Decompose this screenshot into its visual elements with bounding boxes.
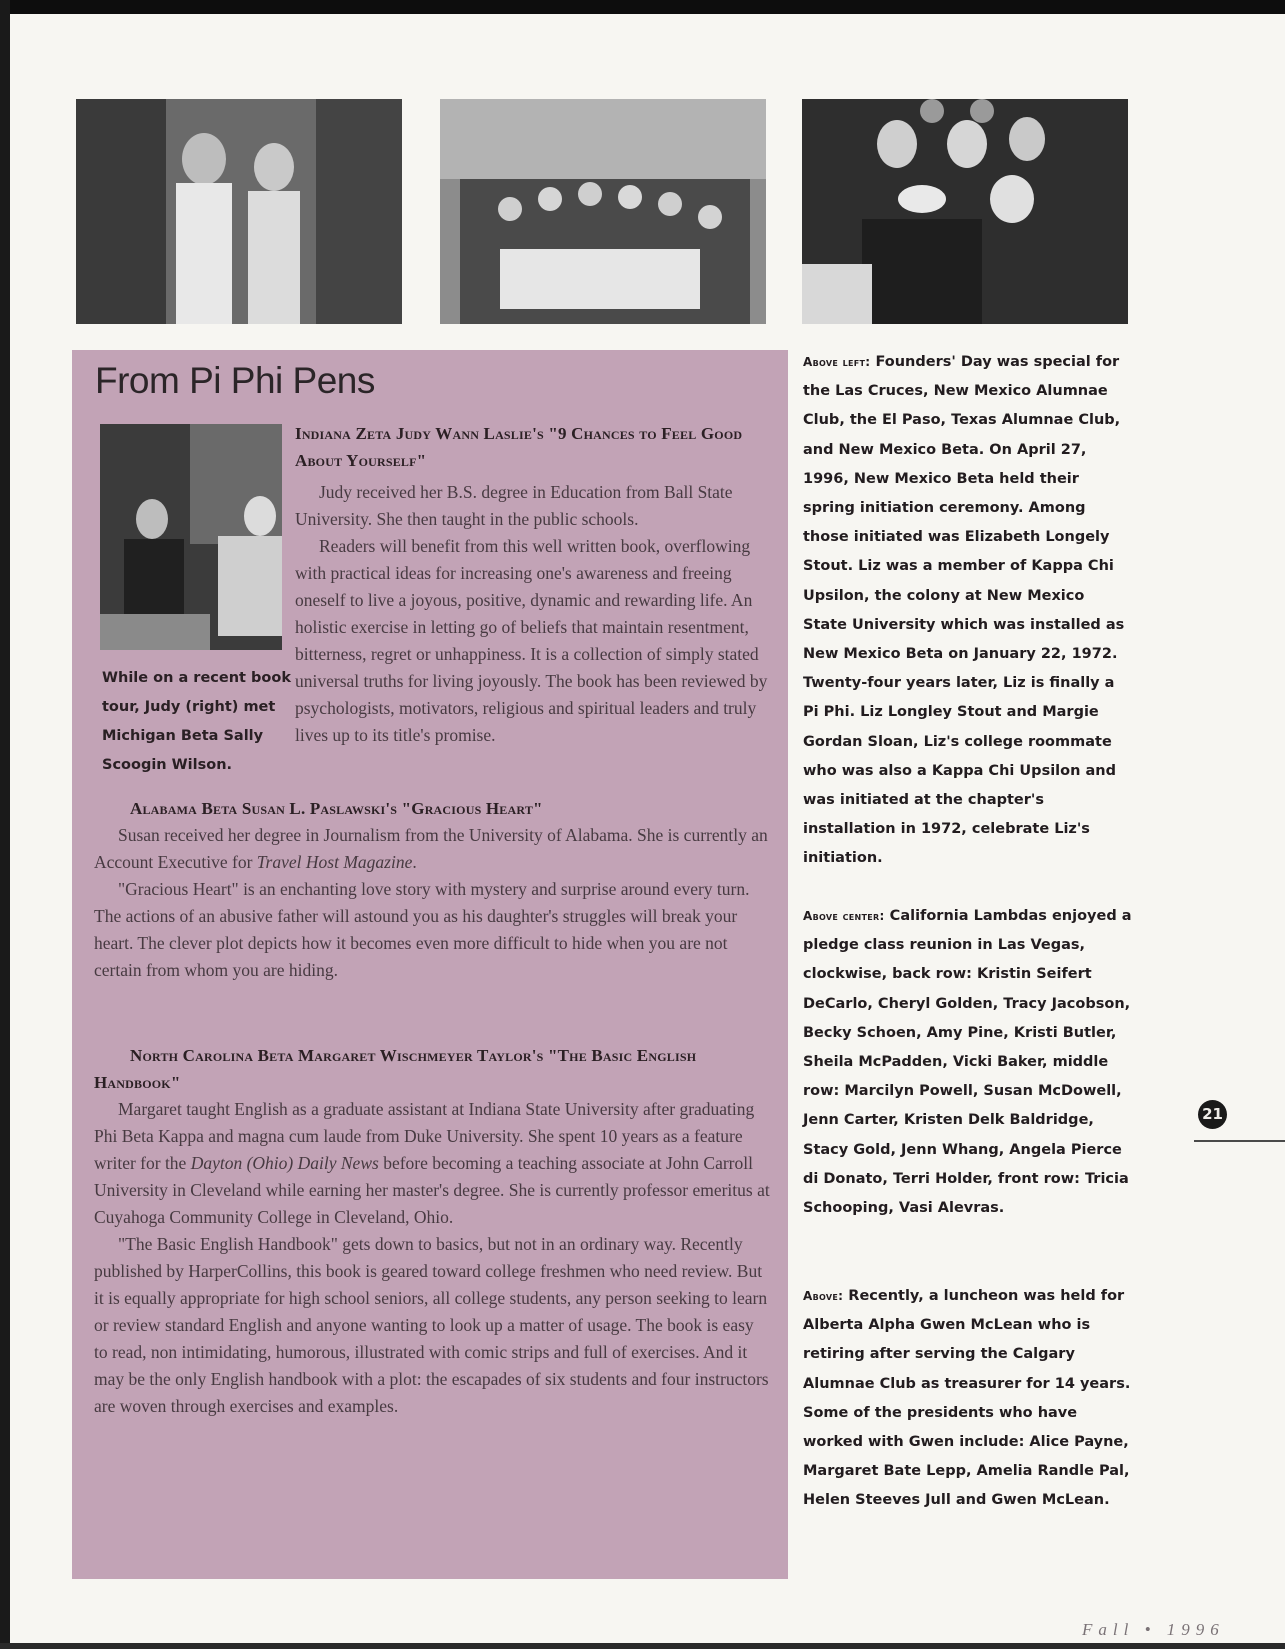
text-run: .	[412, 852, 417, 872]
article-title: North Carolina Beta Margaret Wischmeyer Taylor's "The Basic English Handbook"	[94, 1046, 697, 1092]
caption-text: Recently, a luncheon was held for Alberta Alpha Gwen McLean who is retiring after serving the Calgary Alumnae Club as treasurer for 14 years. Some of the presidents who have worked with Gwen include: Alice Payne, Margaret Bate Lepp, Amelia Randle Pal, Helen Steeves Jull and Gwen McLean.	[803, 1288, 1131, 1509]
issue-date: Fall • 1996	[1082, 1620, 1225, 1639]
page-number-rule	[1194, 1140, 1285, 1142]
caption-label: Above center:	[803, 909, 885, 923]
scan-bottom-border	[0, 1643, 1285, 1649]
article-title: Indiana Zeta Judy Wann Laslie's "9 Chances to Feel Good About Yourself"	[295, 424, 743, 470]
photo-alberta-luncheon	[802, 99, 1128, 324]
article-paragraph: Readers will benefit from this well written book, overflowing with practical ideas for increasing one's awareness and freeing oneself to live a joyous, positive, dynamic and rewarding life. An holistic exercise in letting go of beliefs that maintain resentment, bitterness, regret or unhappiness. It is a collection of simply stated universal truths for living joyously. The book has been reviewed by psychologists, motivators, religious and spiritual leaders and truly lives up to its title's promise.	[295, 536, 768, 745]
caption-above-center	[803, 902, 1133, 1223]
photo-alberta-luncheon-image	[802, 99, 1128, 324]
book-tour-caption: While on a recent book tour, Judy (right) met Michigan Beta Sally Scoogin Wilson.	[102, 670, 291, 773]
text-run: Susan received her degree in Journalism from the University of Alabama. She is currently an Account Executive for	[94, 825, 768, 872]
scan-left-border	[0, 0, 10, 1649]
caption-above-left	[803, 348, 1133, 874]
publication-title: Dayton (Ohio) Daily News	[190, 1153, 379, 1173]
caption-text: California Lambdas enjoyed a pledge class reunion in Las Vegas, clockwise, back row: Kristin Seifert DeCarlo, Cheryl Golden, Tracy Jacobson, Becky Schoen, Amy Pine, Kristi Butler, Sheila McPadden, Vicki Baker, middle row: Marcilyn Powell, Susan McDowell, Jenn Carter, Kristen Delk Baldridge, Stacy Gold, Jenn Whang, Angela Pierce di Donato, Terri Holder, front row: Tricia Schooping, Vasi Alevras.	[803, 908, 1132, 1217]
caption-label: Above left:	[803, 355, 871, 369]
photo-california-lambdas	[440, 99, 766, 324]
article-paslawski	[94, 795, 770, 984]
article-taylor	[94, 1042, 770, 1420]
photo-california-lambdas-image	[440, 99, 766, 324]
caption-label: Above:	[803, 1289, 844, 1303]
caption-above	[803, 1282, 1133, 1516]
caption-text: Founders' Day was special for the Las Cruces, New Mexico Alumnae Club, the El Paso, Texas Alumnae Club, and New Mexico Beta. On April 27, 1996, New Mexico Beta held their spring initiation ceremony. Among those initiated was Elizabeth Longely Stout. Liz was a member of Kappa Chi Upsilon, the colony at New Mexico State University which was installed as New Mexico Beta on January 22, 1972. Twenty-four years later, Liz is finally a Pi Phi. Liz Longley Stout and Margie Gordan Sloan, Liz's college roommate who was also a Kappa Chi Upsilon and was initiated at the chapter's installation in 1972, celebrate Liz's initiation.	[803, 354, 1125, 867]
page-number-badge: 21	[1198, 1100, 1227, 1129]
article-paragraph: "The Basic English Handbook" gets down to basics, but not in an ordinary way. Recently published by HarperCollins, this book is geared toward college freshmen who need review. But it is equally appropriate for high school seniors, all college students, any person seeking to learn or review standard English and anyone wanting to look up a matter of usage. The book is easy to read, non intimidating, humorous, illustrated with comic strips and full of exercises. And it may be the only English handbook with a plot: the escapades of six students and four instructors are woven through exercises and examples.	[94, 1234, 769, 1416]
feature-heading: From Pi Phi Pens	[95, 360, 375, 401]
text-run: before becoming a teaching associate at John Carroll University in Cleveland while earning her master's degree. She is currently professor emeritus at Cuyahoga Community College in Cleveland, Ohio.	[94, 1153, 770, 1227]
book-tour-photo	[100, 424, 282, 650]
article-paragraph: "Gracious Heart" is an enchanting love story with mystery and surprise around every turn. The actions of an abusive father will astound you as his daughter's struggles will break your heart. The clever plot depicts how it becomes even more difficult to hide when you are not certain from whom you are hiding.	[94, 879, 750, 980]
scan-top-border	[0, 0, 1285, 14]
text-run: Margaret taught English as a graduate assistant at Indiana State University after graduating Phi Beta Kappa and magna cum laude from Duke University. She spent 10 years as a feature writer for the	[94, 1099, 755, 1173]
article-paragraph	[94, 822, 770, 876]
book-tour-photo-image	[100, 424, 282, 650]
article-paragraph: Judy received her B.S. degree in Education from Ball State University. She then taught in the public schools.	[295, 482, 733, 529]
photo-founders-day-image	[76, 99, 402, 324]
photo-founders-day	[76, 99, 402, 324]
article-title: Alabama Beta Susan L. Paslawski's "Gracious Heart"	[130, 799, 543, 818]
publication-title: Travel Host Magazine	[256, 852, 413, 872]
article-paragraph	[94, 1096, 770, 1231]
article-laslie	[295, 420, 775, 749]
